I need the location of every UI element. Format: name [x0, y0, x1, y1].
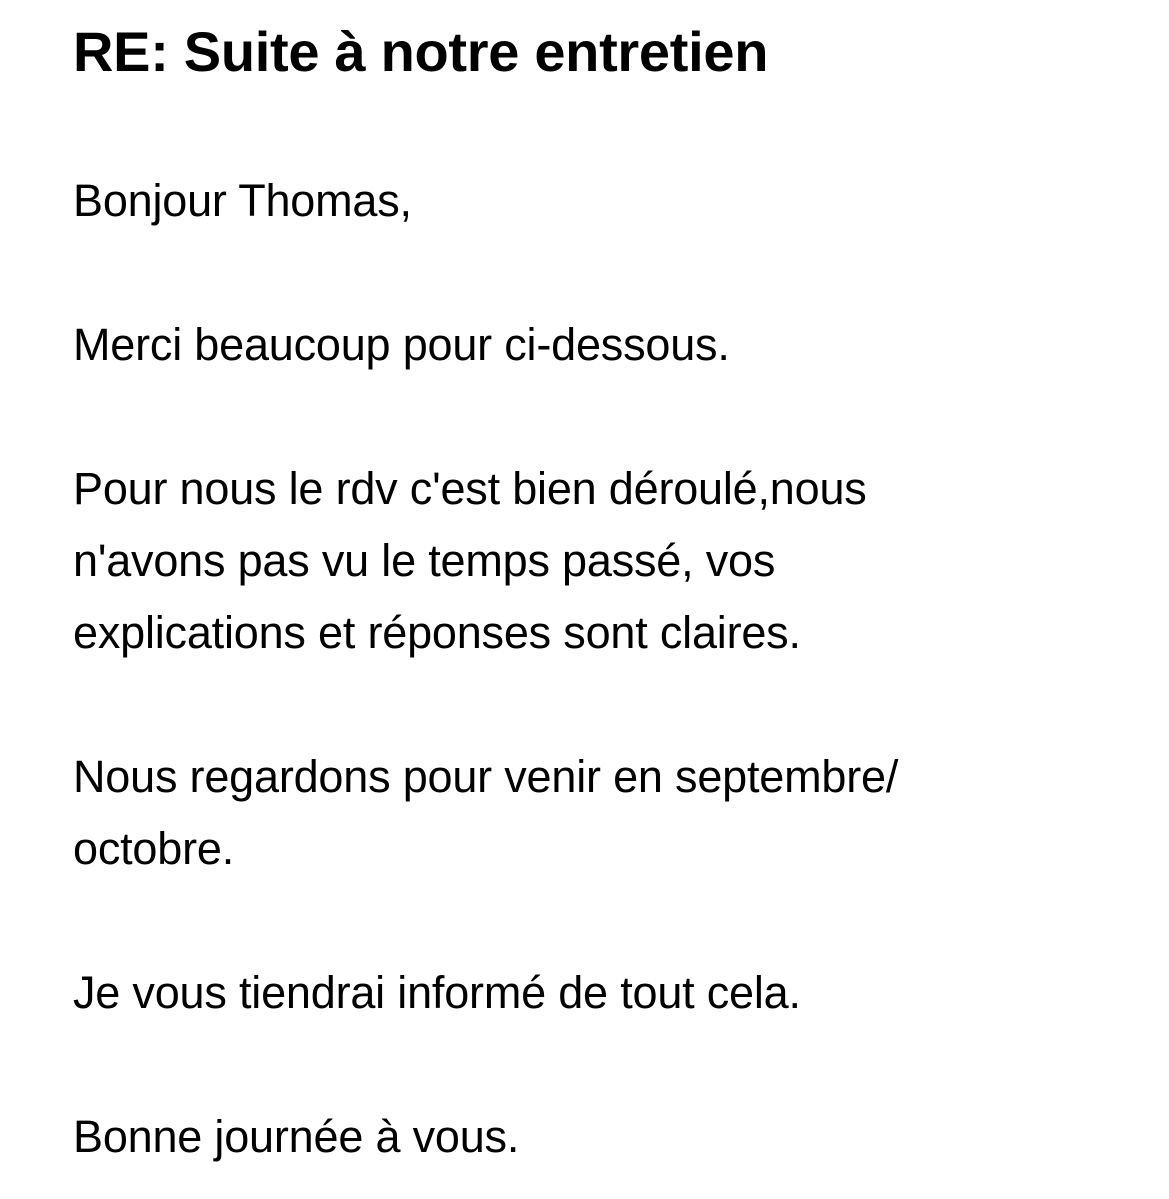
email-paragraph-rdv-line-3: explications et réponses sont claires.: [73, 607, 801, 658]
email-paragraph-inform: Je vous tiendrai informé de tout cela.: [73, 967, 801, 1018]
email-subject: RE: Suite à notre entretien: [73, 20, 769, 83]
email-closing: Bonne journée à vous.: [73, 1111, 520, 1162]
email-paragraph-rdv: [73, 453, 1133, 669]
email-paragraph-rdv-line-2: n'avons pas vu le temps passé, vos: [73, 535, 776, 586]
email-paragraph-rdv-line-1: Pour nous le rdv c'est bien déroulé,nous: [73, 463, 867, 514]
email-paragraph-visit: [73, 741, 1133, 885]
email-paragraph-thanks: Merci beaucoup pour ci-dessous.: [73, 319, 730, 370]
email-greeting: Bonjour Thomas,: [73, 175, 412, 226]
email-paragraph-visit-line-1: Nous regardons pour venir en septembre/: [73, 751, 899, 802]
email-paragraph-visit-line-2: octobre.: [73, 823, 234, 874]
